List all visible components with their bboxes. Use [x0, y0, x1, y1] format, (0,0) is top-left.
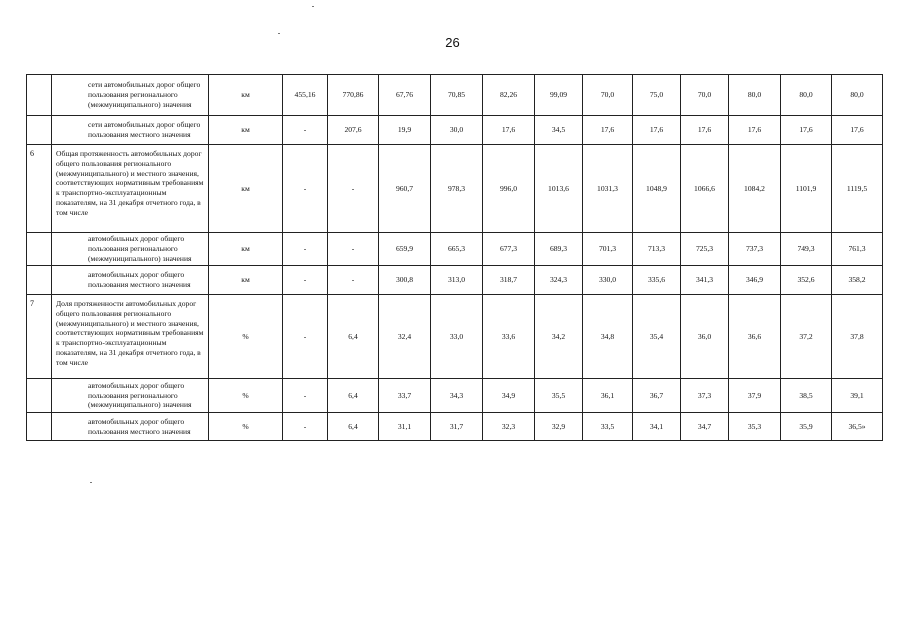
cell-value: 34,5 [535, 116, 583, 145]
cell-value: 33,6 [483, 295, 535, 379]
cell-value: 17,6 [781, 116, 832, 145]
cell-value: 659,9 [379, 233, 431, 266]
row-unit: км [209, 116, 283, 145]
cell-value: 32,9 [535, 413, 583, 441]
cell-value: 35,3 [729, 413, 781, 441]
cell-value: 17,6 [729, 116, 781, 145]
table-row [27, 295, 883, 379]
cell-value: 37,3 [681, 379, 729, 413]
row-number [27, 75, 52, 116]
cell-value: 36,1 [583, 379, 633, 413]
row-unit: % [209, 413, 283, 441]
cell-value: 346,9 [729, 266, 781, 295]
indicators-table [26, 74, 883, 441]
row-number [27, 233, 52, 266]
cell-value: 33,7 [379, 379, 431, 413]
row-label: автомобильных дорог общего пользования регионального (межмуниципального) значения [52, 233, 209, 266]
cell-value: 17,6 [633, 116, 681, 145]
table-row [27, 379, 883, 413]
cell-value: 665,3 [431, 233, 483, 266]
scan-speck [312, 6, 314, 7]
table-row [27, 75, 883, 116]
cell-value: 34,1 [633, 413, 681, 441]
cell-value: 35,5 [535, 379, 583, 413]
row-unit: % [209, 295, 283, 379]
cell-value: 761,3 [832, 233, 883, 266]
scan-speck [90, 482, 92, 483]
cell-value: 70,85 [431, 75, 483, 116]
cell-value: 713,3 [633, 233, 681, 266]
cell-value: 32,4 [379, 295, 431, 379]
cell-value: 75,0 [633, 75, 681, 116]
cell-value: 1101,9 [781, 145, 832, 233]
cell-value: - [283, 379, 328, 413]
cell-value: 37,9 [729, 379, 781, 413]
table-row [27, 413, 883, 441]
cell-value: 67,76 [379, 75, 431, 116]
cell-value: 31,1 [379, 413, 431, 441]
cell-value: 35,4 [633, 295, 681, 379]
cell-value: 996,0 [483, 145, 535, 233]
row-number [27, 266, 52, 295]
cell-value: 960,7 [379, 145, 431, 233]
cell-value: 737,3 [729, 233, 781, 266]
cell-value: 39,1 [832, 379, 883, 413]
cell-value: 36,0 [681, 295, 729, 379]
scan-speck [278, 33, 280, 34]
row-label: автомобильных дорог общего пользования регионального (межмуниципального) значения [52, 379, 209, 413]
cell-value: 17,6 [832, 116, 883, 145]
row-number: 6 [27, 145, 52, 233]
cell-value: - [283, 266, 328, 295]
cell-value: - [283, 145, 328, 233]
cell-value: 34,9 [483, 379, 535, 413]
cell-value: 324,3 [535, 266, 583, 295]
row-unit: % [209, 379, 283, 413]
cell-value: 725,3 [681, 233, 729, 266]
cell-value: 34,2 [535, 295, 583, 379]
cell-value: 6,4 [328, 413, 379, 441]
cell-value: 33,5 [583, 413, 633, 441]
cell-value: 80,0 [832, 75, 883, 116]
cell-value: 34,3 [431, 379, 483, 413]
row-label: сети автомобильных дорог общего пользования местного значения [52, 116, 209, 145]
cell-value: 455,16 [283, 75, 328, 116]
cell-value: 32,3 [483, 413, 535, 441]
cell-value: 1066,6 [681, 145, 729, 233]
cell-value: 31,7 [431, 413, 483, 441]
cell-value: 17,6 [483, 116, 535, 145]
cell-value: 318,7 [483, 266, 535, 295]
cell-value: - [283, 295, 328, 379]
cell-value: 37,8 [832, 295, 883, 379]
cell-value: 33,0 [431, 295, 483, 379]
cell-value: 313,0 [431, 266, 483, 295]
table-row [27, 266, 883, 295]
cell-value: 1031,3 [583, 145, 633, 233]
cell-value: - [328, 233, 379, 266]
cell-value: 6,4 [328, 295, 379, 379]
row-label: автомобильных дорог общего пользования местного значения [52, 413, 209, 441]
cell-value: 80,0 [781, 75, 832, 116]
cell-value: 80,0 [729, 75, 781, 116]
cell-value: 38,5 [781, 379, 832, 413]
cell-value: 1013,6 [535, 145, 583, 233]
table-row [27, 145, 883, 233]
row-number [27, 413, 52, 441]
cell-value: 701,3 [583, 233, 633, 266]
cell-value: 36,6 [729, 295, 781, 379]
cell-value: 335,6 [633, 266, 681, 295]
cell-value: 17,6 [681, 116, 729, 145]
cell-value: 207,6 [328, 116, 379, 145]
row-number [27, 379, 52, 413]
cell-value: 770,86 [328, 75, 379, 116]
cell-value: 70,0 [681, 75, 729, 116]
cell-value: 341,3 [681, 266, 729, 295]
cell-value: 34,8 [583, 295, 633, 379]
cell-value: 749,3 [781, 233, 832, 266]
cell-value: 6,4 [328, 379, 379, 413]
cell-value: 689,3 [535, 233, 583, 266]
cell-value: 36,7 [633, 379, 681, 413]
cell-value: 30,0 [431, 116, 483, 145]
cell-value: 36,5» [832, 413, 883, 441]
row-number [27, 116, 52, 145]
row-unit: км [209, 233, 283, 266]
cell-value: 1084,2 [729, 145, 781, 233]
row-number: 7 [27, 295, 52, 379]
cell-value: - [283, 233, 328, 266]
cell-value: - [328, 266, 379, 295]
cell-value: 330,0 [583, 266, 633, 295]
cell-value: - [328, 145, 379, 233]
table-row [27, 116, 883, 145]
cell-value: 19,9 [379, 116, 431, 145]
cell-value: 1119,5 [832, 145, 883, 233]
row-label: Доля протяженности автомобильных дорог общего пользования регионального (межмуниципального) и местного значения, соответствующих нормативным требованиям к транспортно-эксплуатационным показателям, на 31 декабря отчетного года, в том числе [52, 295, 209, 379]
row-unit: км [209, 75, 283, 116]
cell-value: 34,7 [681, 413, 729, 441]
cell-value: 978,3 [431, 145, 483, 233]
table-row [27, 233, 883, 266]
cell-value: 352,6 [781, 266, 832, 295]
cell-value: 1048,9 [633, 145, 681, 233]
cell-value: 17,6 [583, 116, 633, 145]
cell-value: 35,9 [781, 413, 832, 441]
cell-value: 300,8 [379, 266, 431, 295]
row-unit: км [209, 266, 283, 295]
cell-value: 82,26 [483, 75, 535, 116]
row-unit: км [209, 145, 283, 233]
cell-value: 358,2 [832, 266, 883, 295]
cell-value: - [283, 413, 328, 441]
row-label: Общая протяженность автомобильных дорог общего пользования регионального (межмуниципального) и местного значения, соответствующих нормативным требованиям к транспортно-эксплуатационным показателям, на 31 декабря отчетного года, в том числе [52, 145, 209, 233]
cell-value: 70,0 [583, 75, 633, 116]
cell-value: 99,09 [535, 75, 583, 116]
page-number: 26 [445, 35, 460, 50]
row-label: автомобильных дорог общего пользования местного значения [52, 266, 209, 295]
cell-value: 37,2 [781, 295, 832, 379]
cell-value: 677,3 [483, 233, 535, 266]
cell-value: - [283, 116, 328, 145]
row-label: сети автомобильных дорог общего пользования регионального (межмуниципального) значения [52, 75, 209, 116]
